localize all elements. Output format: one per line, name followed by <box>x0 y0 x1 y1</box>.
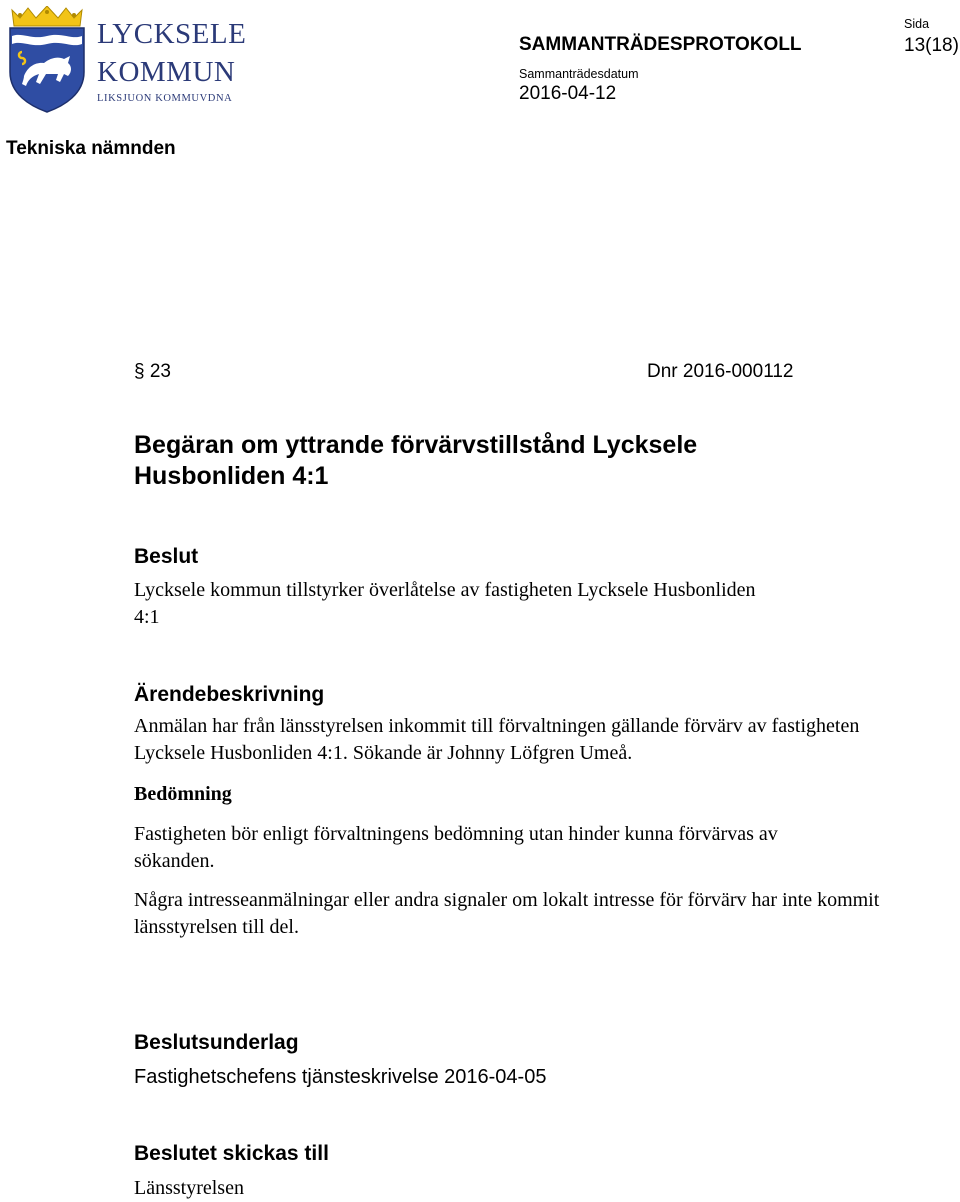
organization-name: Tekniska nämnden <box>6 138 176 159</box>
text-skickas-till: Länsstyrelsen <box>134 1177 244 1199</box>
protocol-title: SAMMANTRÄDESPROTOKOLL <box>519 34 802 55</box>
text-beslut: Lycksele kommun tillstyrker överlåtelse av fastigheten Lycksele Husbonliden 4:1 <box>134 579 756 628</box>
municipality-logo <box>6 6 247 114</box>
paragraph-number: 23 <box>149 361 171 382</box>
coat-of-arms-icon <box>6 6 88 114</box>
date-label: Sammanträdesdatum <box>519 67 639 81</box>
document-title: Begäran om yttrande förvärvstillstånd Lycksele Husbonliden 4:1 <box>134 431 698 490</box>
text-arendebeskrivning: Anmälan har från länsstyrelsen inkommit till förvaltningen gällande förvärv av fastigheten Lycksele Husbonliden 4:1. Sökande är Johnny Löfgren Umeå. <box>134 715 860 764</box>
paragraph-marker <box>134 361 171 383</box>
heading-arendebeskrivning: Ärendebeskrivning <box>134 683 325 706</box>
paragraph-symbol: § <box>134 361 145 382</box>
page-label: Sida <box>904 17 930 31</box>
case-number: Dnr 2016-000112 <box>647 361 794 382</box>
heading-beslutsunderlag: Beslutsunderlag <box>134 1031 299 1054</box>
heading-beslut: Beslut <box>134 545 199 568</box>
logo-name-line2: KOMMUN <box>97 56 236 88</box>
text-beslutsunderlag: Fastighetschefens tjänsteskrivelse 2016-04-05 <box>134 1066 547 1088</box>
text-bedomning-2: Några intresseanmälningar eller andra signaler om lokalt intresse för förvärv har inte kommit länsstyrelsen till del. <box>134 889 880 938</box>
heading-bedomning: Bedömning <box>134 783 232 805</box>
text-bedomning-1: Fastigheten bör enligt förvaltningens bedömning utan hinder kunna förvärvas av sökanden. <box>134 823 778 872</box>
page-number: 13(18) <box>904 35 959 56</box>
logo-subtitle: LIKSJUON KOMMUVDNA <box>97 93 233 104</box>
logo-name-line1: LYCKSELE <box>97 18 247 50</box>
heading-skickas-till: Beslutet skickas till <box>134 1142 329 1165</box>
date-value: 2016-04-12 <box>519 83 617 104</box>
